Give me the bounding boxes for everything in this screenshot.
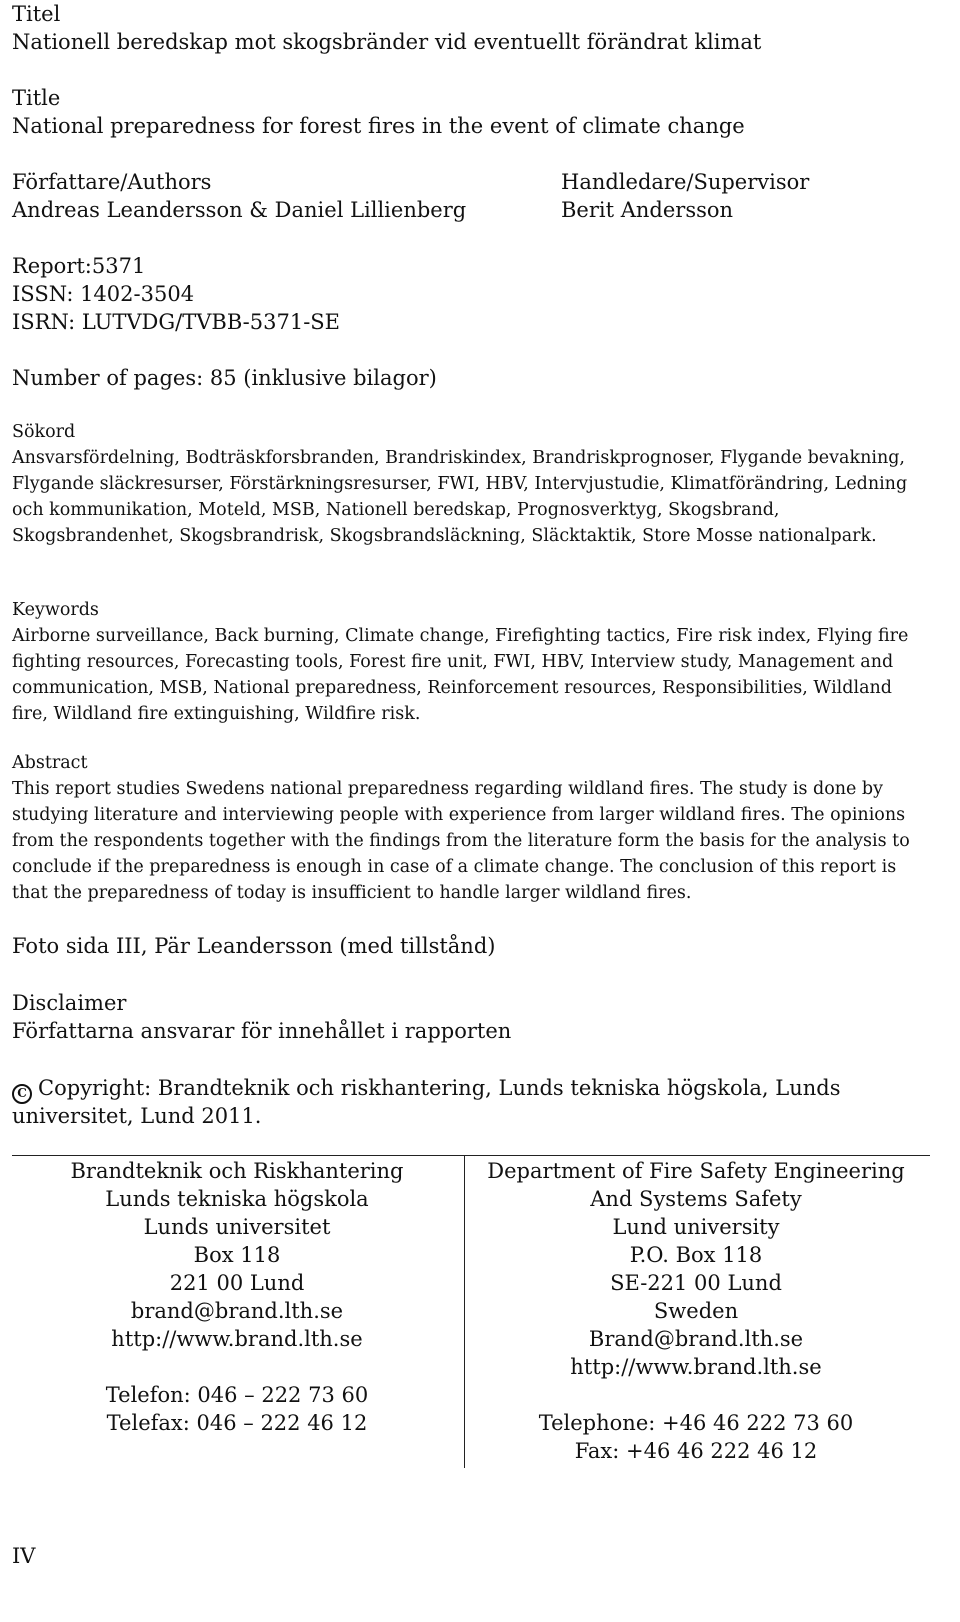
- authors: Andreas Leandersson & Daniel Lillienberg: [12, 198, 467, 222]
- contact-sv-box: Box 118: [193, 1243, 281, 1267]
- contact-en-box: P.O. Box 118: [629, 1243, 763, 1267]
- contact-sv-phone: Telefon: 046 – 222 73 60: [105, 1383, 369, 1407]
- contact-en-fax: Fax: +46 46 222 46 12: [574, 1439, 818, 1463]
- contact-en-country: Sweden: [653, 1299, 739, 1323]
- authors-label: Författare/Authors: [12, 170, 212, 194]
- title-sv-label: Titel: [12, 2, 61, 26]
- contact-sv-dept: Brandteknik och Riskhantering: [70, 1159, 404, 1183]
- copyright-text-1: Copyright: Brandteknik och riskhantering, Lunds tekniska högskola, Lunds: [38, 1076, 841, 1100]
- contact-en-spacer: [466, 1381, 926, 1409]
- copyright-line-1: [12, 1074, 840, 1104]
- disclaimer-text: Författarna ansvarar för innehållet i rapporten: [12, 1019, 512, 1043]
- supervisor-label: Handledare/Supervisor: [561, 170, 810, 194]
- horizontal-rule: [12, 1155, 930, 1156]
- contact-sv-university: Lunds universitet: [143, 1215, 331, 1239]
- contact-en-university: Lund university: [612, 1215, 780, 1239]
- issn: ISSN: 1402-3504: [12, 282, 195, 306]
- number-of-pages: Number of pages: 85 (inklusive bilagor): [12, 366, 437, 390]
- copyright-line-2: universitet, Lund 2011.: [12, 1104, 262, 1128]
- keywords-label: Keywords: [12, 600, 99, 620]
- copyright-icon: C: [12, 1084, 32, 1104]
- contact-en-web[interactable]: http://www.brand.lth.se: [570, 1355, 822, 1379]
- contact-en-dept-2: And Systems Safety: [590, 1187, 802, 1211]
- contact-sv-postcode: 221 00 Lund: [169, 1271, 305, 1295]
- page-number: IV: [12, 1544, 36, 1568]
- title-en: National preparedness for forest fires in the event of climate change: [12, 114, 745, 138]
- abstract-text: This report studies Swedens national preparedness regarding wildland fires. The study is done by studying literature and interviewing people with experience from larger wildland fires. The opinions from the respondents together with the findings from the literature form the basis for the analysis to conclude if the preparedness is enough in case of a climate change. The conclusion of this report is that the preparedness of today is insufficient to handle larger wildland fires.: [12, 779, 910, 903]
- contact-sv-school: Lunds tekniska högskola: [105, 1187, 369, 1211]
- contact-sv-fax: Telefax: 046 – 222 46 12: [106, 1411, 368, 1435]
- sokord-label: Sökord: [12, 422, 76, 442]
- vertical-divider: [464, 1156, 465, 1468]
- contact-sv-web[interactable]: http://www.brand.lth.se: [111, 1327, 363, 1351]
- sokord-text: Ansvarsfördelning, Bodträskforsbranden, Brandriskindex, Brandriskprognoser, Flygande bevakning, Flygande släckresurser, Förstärkningsresurser, FWI, HBV, Intervjustudie, Klimatförändring, Ledning och kommunikation, Moteld, MSB, Nationell beredskap, Prognosverktyg, Skogsbrand, Skogsbrandenhet, Skogsbrandrisk, Skogsbrandsläckning, Släcktaktik, Store Mosse nationalpark.: [12, 448, 908, 546]
- contact-sv: [12, 1157, 462, 1437]
- title-sv: Nationell beredskap mot skogsbränder vid eventuellt förändrat klimat: [12, 30, 762, 54]
- photo-credit: Foto sida III, Pär Leandersson (med tillstånd): [12, 934, 496, 958]
- contact-en-phone: Telephone: +46 46 222 73 60: [538, 1411, 854, 1435]
- contact-en: [466, 1157, 926, 1465]
- contact-sv-email[interactable]: brand@brand.lth.se: [130, 1299, 344, 1323]
- abstract-label: Abstract: [12, 753, 88, 773]
- contact-en-postcode: SE-221 00 Lund: [610, 1271, 782, 1295]
- report-number: Report:5371: [12, 254, 146, 278]
- isrn: ISRN: LUTVDG/TVBB-5371-SE: [12, 310, 341, 334]
- title-en-label: Title: [12, 86, 61, 110]
- contact-en-email[interactable]: Brand@brand.lth.se: [588, 1327, 804, 1351]
- supervisor: Berit Andersson: [561, 198, 734, 222]
- disclaimer-label: Disclaimer: [12, 991, 127, 1015]
- contact-sv-spacer: [12, 1353, 462, 1381]
- contact-en-dept: Department of Fire Safety Engineering: [487, 1159, 905, 1183]
- keywords-text: Airborne surveillance, Back burning, Climate change, Firefighting tactics, Fire risk index, Flying fire fighting resources, Forecasting tools, Forest fire unit, FWI, HBV, Interview study, Management and communication, MSB, National preparedness, Reinforcement resources, Responsibilities, Wildland fire, Wildland fire extinguishing, Wildfire risk.: [12, 626, 909, 724]
